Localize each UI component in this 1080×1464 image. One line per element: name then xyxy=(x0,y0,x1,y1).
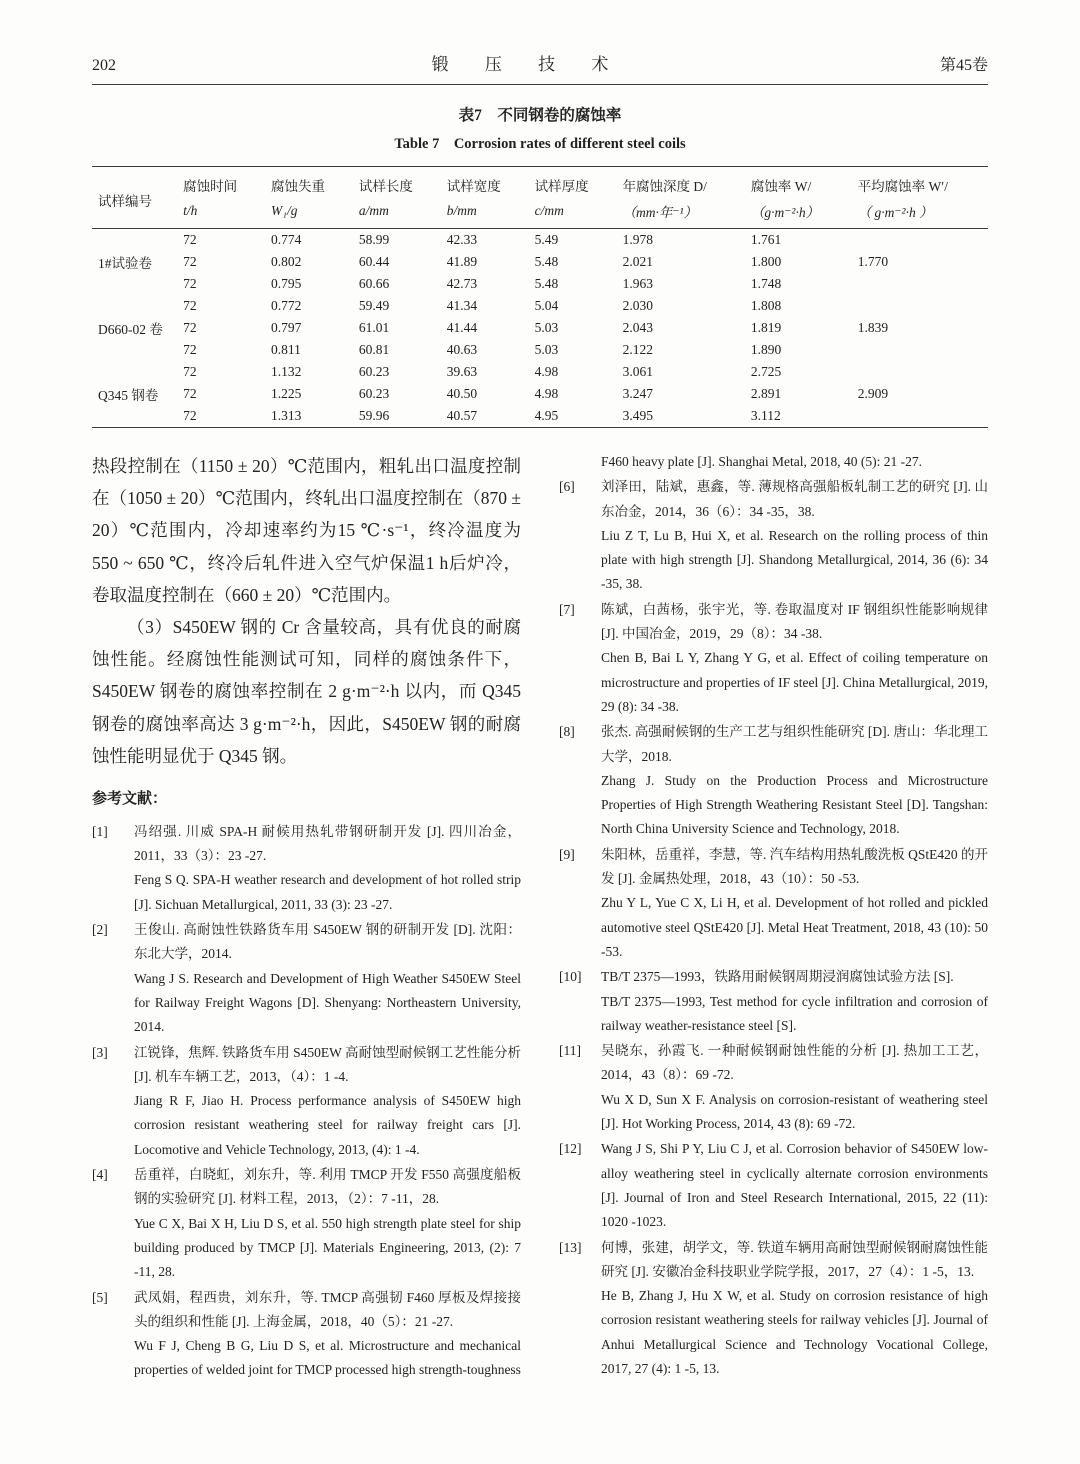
reference-text-en: Jiang R F, Jiao H. Process performance analysis of S450EW high corrosion resistant weathering steel for railway freight cars [J]. Locomotive and Vehicle Technology, 2013, (4): 1 -4. xyxy=(134,1093,521,1157)
table-cell: 60.44 xyxy=(358,254,390,269)
body-columns xyxy=(92,450,988,1384)
reference-text xyxy=(601,843,988,964)
reference-text xyxy=(601,1137,988,1234)
table-header-cell: 试样编号 xyxy=(98,194,152,209)
table-head xyxy=(92,167,988,229)
table-cell: 72 xyxy=(183,364,197,379)
reference-item xyxy=(559,1236,988,1382)
table-cell: 72 xyxy=(183,254,197,269)
reference-text xyxy=(601,450,988,474)
reference-text xyxy=(134,918,521,1039)
reference-number: [7] xyxy=(559,601,575,617)
sample-group-label: 1#试验卷 xyxy=(98,256,152,271)
table-cell: 72 xyxy=(183,232,197,247)
reference-text-en: Wu F J, Cheng B G, Liu D S, et al. Microstructure and mechanical properties of welded joint for TMCP processed high strength-toughness xyxy=(134,1338,521,1378)
avg-corrosion-cell: 1.839 xyxy=(857,320,889,335)
table-header-cell: 平均腐蚀率 W′/ xyxy=(857,179,949,194)
reference-text-zh: 张杰. 高强耐候钢的生产工艺与组织性能研究 [D]. 唐山：华北理工大学，2018. xyxy=(601,724,988,764)
table-cell: 5.03 xyxy=(534,320,559,335)
table-cell: 1.819 xyxy=(750,320,782,335)
table-cell: 5.48 xyxy=(534,276,559,291)
reference-number: [11] xyxy=(559,1043,581,1059)
reference-item xyxy=(559,450,988,474)
table-cell: 3.247 xyxy=(622,386,653,401)
table-cell: 40.63 xyxy=(446,342,478,357)
reference-text-en: Liu Z T, Lu B, Hui X, et al. Research on the rolling process of thin plate with high strength [J]. Shandong Metallurgical, 2014, 36 (6): 34 -35, 38. xyxy=(601,527,988,592)
table-cell: 39.63 xyxy=(446,364,478,379)
table-title-en: Table 7 Corrosion rates of different steel coils xyxy=(394,136,686,152)
reference-text-en: Wu X D, Sun X F. Analysis on corrosion-resistant of weathering steel [J]. Hot Working Process, 2014, 43 (8): 69 -72. xyxy=(601,1091,988,1132)
reference-text xyxy=(134,820,521,917)
table-cell: 4.98 xyxy=(534,364,559,379)
table-unit-cell: a/mm xyxy=(358,203,389,218)
reference-text xyxy=(601,598,988,719)
reference-text-en: Chen B, Bai L Y, Zhang Y G, et al. Effect of coiling temperature on microstructure and properties of IF steel [J]. China Metallurgical, 2019, 29 (8): 34 -38. xyxy=(601,650,988,714)
reference-text-en: F460 heavy plate [J]. Shanghai Metal, 2018, 40 (5): 21 -27. xyxy=(601,454,922,469)
table-cell: 0.802 xyxy=(271,254,302,269)
reference-text-zh: 武凤娟，程西贵，刘东升，等. TMCP 高强韧 F460 厚板及焊接接头的组织和性能 [J]. 上海金属，2018，40（5）：21 -27. xyxy=(134,1289,521,1329)
reference-text-en: Yue C X, Bai X H, Liu D S, et al. 550 high strength plate steel for ship building produced by TMCP [J]. Materials Engineering, 2013, (2): 7 -11, 28. xyxy=(134,1215,521,1280)
reference-number: [9] xyxy=(559,846,575,862)
table-cell: 4.95 xyxy=(534,408,559,423)
reference-text-zh: 冯绍强. 川威 SPA-H 耐候用热轧带钢研制开发 [J]. 四川冶金，2011，33（3）：23 -27. xyxy=(134,823,521,864)
main-column-left xyxy=(92,450,521,1384)
avg-corrosion-cell: 2.909 xyxy=(857,386,889,401)
page-number: 202 xyxy=(92,57,116,74)
corrosion-rate-table xyxy=(92,166,988,428)
reference-text xyxy=(601,720,988,841)
reference-number: [10] xyxy=(559,969,582,985)
reference-text xyxy=(601,1236,988,1382)
table-cell: 42.73 xyxy=(446,276,478,291)
reference-item xyxy=(559,843,988,964)
table-cell: 60.81 xyxy=(358,342,390,357)
sample-group-label: Q345 钢卷 xyxy=(98,388,159,403)
reference-text-en: TB/T 2375—1993, Test method for cycle infiltration and corrosion of railway weather-resistance steel [S]. xyxy=(601,993,988,1033)
reference-text-en: Zhu Y L, Yue C X, Li H, et al. Development of hot rolled and pickled automotive steel QStE420 [J]. Metal Heat Treatment, 2018, 43 (10): 50 -53. xyxy=(601,895,988,959)
table-cell: 5.48 xyxy=(534,254,559,269)
table-cell: 1.313 xyxy=(271,408,302,423)
reference-text-zh: 王俊山. 高耐蚀性铁路货车用 S450EW 钢的研制开发 [D]. 沈阳：东北大学，2014. xyxy=(134,922,521,962)
table-cell: 0.797 xyxy=(271,320,302,335)
table-cell: 40.57 xyxy=(446,408,478,423)
page-header xyxy=(92,50,988,85)
reference-text-en: Zhang J. Study on the Production Process and Microstructure Properties of High Strength Weathering Resistant Steel [D]. Tangshan: North China University Science and Technology, 2018. xyxy=(601,772,988,837)
table-cell: 5.49 xyxy=(534,232,559,247)
reference-number: [12] xyxy=(559,1141,582,1157)
table-cell: 3.495 xyxy=(622,408,653,423)
table-unit-cell: （mm·年⁻¹） xyxy=(622,205,698,220)
table-cell: 2.021 xyxy=(622,254,653,269)
reference-text xyxy=(601,1039,988,1136)
table-cell: 5.03 xyxy=(534,342,559,357)
reference-item xyxy=(559,475,988,596)
reference-item xyxy=(92,918,521,1039)
reference-text-zh: 岳重祥，白晓虹，刘东升，等. 利用 TMCP 开发 F550 高强度船板钢的实验研究 [J]. 材料工程，2013，（2）：7 -11，28. xyxy=(134,1167,521,1207)
table-cell: 40.50 xyxy=(446,386,478,401)
references-list-left xyxy=(92,820,521,1383)
volume-label: 第45卷 xyxy=(939,57,988,74)
table-unit-cell: b/mm xyxy=(446,203,477,218)
reference-text xyxy=(134,1286,521,1383)
table-cell: 72 xyxy=(183,320,197,335)
table-title-zh: 表7 不同钢卷的腐蚀率 xyxy=(458,107,622,124)
reference-item xyxy=(559,1039,988,1136)
table-cell: 0.795 xyxy=(271,276,302,291)
table-cell: 2.043 xyxy=(622,320,653,335)
table-cell: 2.891 xyxy=(750,386,782,401)
table-cell: 59.96 xyxy=(358,408,390,423)
table-header-cell: 年腐蚀深度 D/ xyxy=(622,179,707,194)
references-heading: 参考文献： xyxy=(92,790,168,807)
reference-text-en: Wang J S, Shi P Y, Liu C J, et al. Corrosion behavior of S450EW low-alloy weathering steel in cyclically alternate corrosion environments [J]. Journal of Iron and Steel Research International, 2015, 22 (11): 1020 -1023. xyxy=(601,1141,988,1230)
table-cell: 2.122 xyxy=(622,342,653,357)
table-block xyxy=(92,103,988,428)
table-cell: 1.963 xyxy=(622,276,653,291)
table-header-row xyxy=(92,167,988,199)
reference-item xyxy=(92,1286,521,1383)
table-cell: 3.112 xyxy=(750,408,781,423)
reference-text-en: Feng S Q. SPA-H weather research and development of hot rolled strip [J]. Sichuan Metallurgical, 2011, 33 (3): 23 -27. xyxy=(134,872,521,912)
table-header-cell: 腐蚀时间 xyxy=(183,179,238,194)
table-cell: 1.808 xyxy=(750,298,782,313)
table-cell: 1.132 xyxy=(271,364,302,379)
table-cell: 0.811 xyxy=(271,342,301,357)
reference-item xyxy=(92,820,521,917)
reference-item xyxy=(92,1041,521,1162)
table-cell: 60.23 xyxy=(358,386,390,401)
reference-text-zh: 陈斌，白茜杨，张宇光，等. 卷取温度对 IF 钢组织性能影响规律 [J]. 中国冶金，2019，29（8）：34 -38. xyxy=(601,601,988,642)
body-paragraph-1: 热段控制在（1150 ± 20）℃范围内，粗轧出口温度控制在（1050 ± 20）℃范围内，终轧出口温度控制在（870 ± 20）℃范围内，冷却速率约为15 ℃·s⁻¹，终冷温度为 550 ~ 650 ℃，终冷后轧件进入空气炉保温1 h后炉冷，卷取温度控制在（660 ± 20）℃范围内。 xyxy=(92,456,521,605)
reference-item xyxy=(559,598,988,719)
table-row xyxy=(92,229,988,252)
reference-text-zh: 吴晓东，孙霞飞. 一种耐候钢耐蚀性能的分析 [J]. 热加工工艺，2014，43（8）：69 -72. xyxy=(601,1043,988,1083)
references-list-right xyxy=(559,450,988,1381)
table-cell: 2.030 xyxy=(622,298,653,313)
table-unit-row xyxy=(92,198,988,229)
reference-text xyxy=(134,1041,521,1162)
reference-text-zh: TB/T 2375—1993，铁路用耐候钢周期浸润腐蚀试验方法 [S]. xyxy=(601,969,954,985)
table-unit-cell: （ g·m⁻²·h ） xyxy=(857,205,933,220)
reference-text xyxy=(601,965,988,1038)
reference-number: [13] xyxy=(559,1239,582,1255)
reference-text-zh: 朱阳林，岳重祥，李慧，等. 汽车结构用热轧酸洗板 QStE420 的开发 [J]. 金属热处理，2018，43（10）：50 -53. xyxy=(601,846,989,887)
reference-text-en: He B, Zhang J, Hu X W, et al. Study on corrosion resistance of high corrosion resistant weathering steels for railway vehicles [J]. Journal of Anhui Metallurgical Science and Technology Vocational College, 2017, 27 (4): 1 -5, 13. xyxy=(601,1288,988,1376)
reference-text-zh: 何博，张建，胡学文，等. 铁道车辆用高耐蚀型耐候钢耐腐蚀性能研究 [J]. 安徽冶金科技职业学院学报，2017，27（4）：1 -5，13. xyxy=(601,1239,988,1279)
table-cell: 5.04 xyxy=(534,298,559,313)
table-cell: 1.978 xyxy=(622,232,653,247)
reference-number: [4] xyxy=(92,1167,108,1183)
reference-number: [6] xyxy=(559,479,575,495)
reference-number xyxy=(559,450,601,474)
table-header-cell: 试样厚度 xyxy=(534,179,589,194)
table-cell: 2.725 xyxy=(750,364,782,379)
table-cell: 1.225 xyxy=(271,386,302,401)
reference-item xyxy=(559,965,988,1038)
reference-text-en: Wang J S. Research and Development of High Weather S450EW Steel for Railway Freight Wagons [D]. Shenyang: Northeastern University, 2014. xyxy=(134,970,521,1035)
table-cell: 72 xyxy=(183,298,197,313)
table-cell: 42.33 xyxy=(446,232,478,247)
table-cell: 3.061 xyxy=(622,364,653,379)
table-cell: 59.49 xyxy=(358,298,390,313)
reference-number: [5] xyxy=(92,1289,108,1305)
journal-title: 锻 压 技 术 xyxy=(431,55,625,74)
table-cell: 1.800 xyxy=(750,254,782,269)
table-unit-cell: W₁/g xyxy=(271,203,298,218)
table-body xyxy=(92,229,988,428)
table-cell: 41.44 xyxy=(446,320,478,335)
table-cell: 0.774 xyxy=(271,232,302,247)
table-cell: 1.748 xyxy=(750,276,782,291)
table-cell: 72 xyxy=(183,386,197,401)
body-paragraph-2: （3）S450EW 钢的 Cr 含量较高，具有优良的耐腐蚀性能。经腐蚀性能测试可知，同样的腐蚀条件下，S450EW 钢卷的腐蚀率控制在 2 g·m⁻²·h 以内，而 Q345 钢卷的腐蚀率高达 3 g·m⁻²·h，因此，S450EW 钢的耐腐蚀性能明显优于 Q345 钢。 xyxy=(92,616,521,766)
reference-text xyxy=(134,1163,521,1284)
avg-corrosion-cell: 1.770 xyxy=(857,254,889,269)
reference-number: [3] xyxy=(92,1044,108,1060)
table-cell: 1.890 xyxy=(750,342,782,357)
table-cell: 72 xyxy=(183,408,197,423)
table-cell: 60.66 xyxy=(358,276,390,291)
table-header-cell: 腐蚀失重 xyxy=(271,179,325,194)
table-cell: 61.01 xyxy=(358,320,390,335)
reference-text-zh: 江锐锋，焦辉. 铁路货车用 S450EW 高耐蚀型耐候钢工艺性能分析 [J]. 机车车辆工艺，2013，（4）：1 -4. xyxy=(134,1044,521,1084)
table-cell: 4.98 xyxy=(534,386,559,401)
reference-text-zh: 刘泽田，陆斌，惠鑫，等. 薄规格高强船板轧制工艺的研究 [J]. 山东冶金，2014，36（6）：34 -35，38. xyxy=(601,479,988,519)
reference-item xyxy=(92,1163,521,1284)
table-header-cell: 试样宽度 xyxy=(446,179,501,194)
table-cell: 41.34 xyxy=(446,298,478,313)
main-column-right xyxy=(559,450,988,1384)
table-cell: 0.772 xyxy=(271,298,302,313)
table-row xyxy=(92,295,988,317)
table-cell: 72 xyxy=(183,276,197,291)
reference-number: [2] xyxy=(92,922,108,938)
table-cell: 72 xyxy=(183,342,197,357)
table-row xyxy=(92,361,988,383)
table-header-cell: 试样长度 xyxy=(358,179,413,194)
reference-item xyxy=(559,1137,988,1234)
table-header-cell: 腐蚀率 W/ xyxy=(750,179,812,194)
table-cell: 1.761 xyxy=(750,232,782,247)
table-cell: 58.99 xyxy=(358,232,390,247)
table-cell: 60.23 xyxy=(358,364,390,379)
reference-item xyxy=(559,720,988,841)
table-cell: 41.89 xyxy=(446,254,478,269)
reference-text xyxy=(601,475,988,596)
reference-number: [1] xyxy=(92,823,108,839)
table-unit-cell: c/mm xyxy=(534,203,564,218)
table-unit-cell: t/h xyxy=(183,203,198,218)
table-unit-cell: （g·m⁻²·h） xyxy=(750,205,820,220)
reference-number: [8] xyxy=(559,724,575,740)
sample-group-label: D660-02 卷 xyxy=(98,322,163,337)
